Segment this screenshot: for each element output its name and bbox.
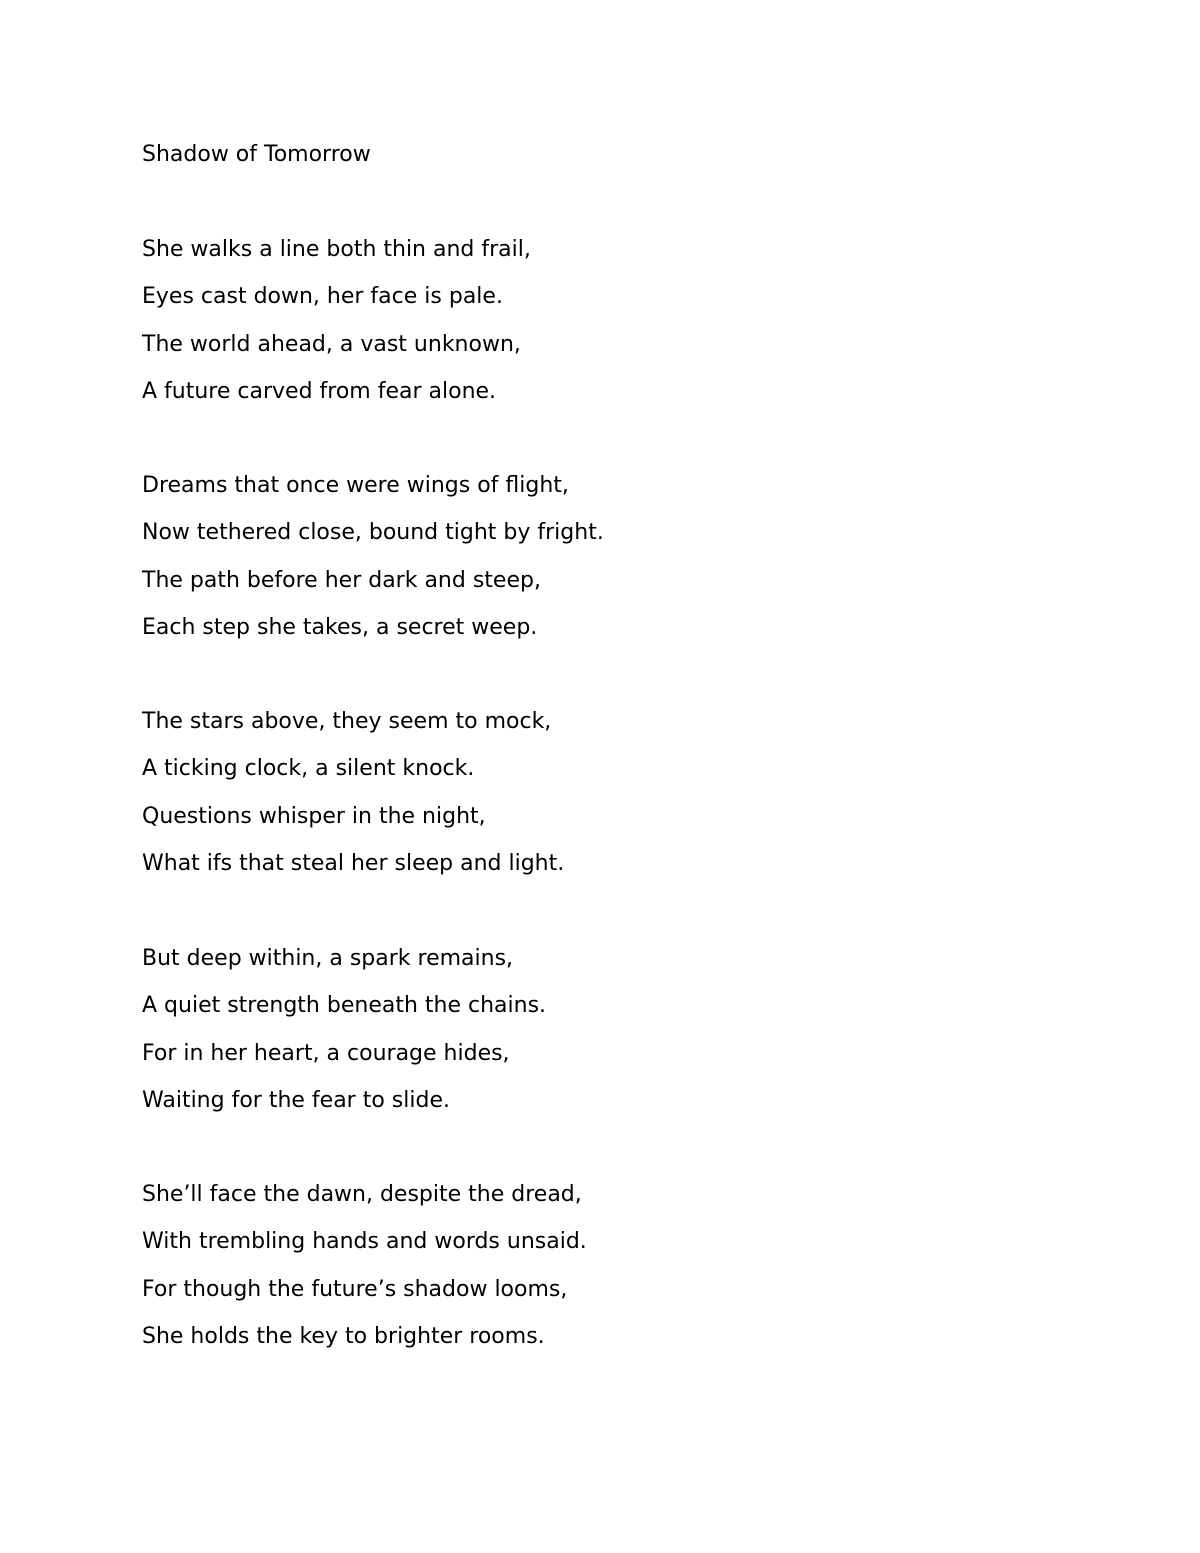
- stanza-3: [142, 698, 1042, 887]
- poem-line: The path before her dark and steep,: [142, 567, 541, 593]
- stanza-1: [142, 226, 1042, 415]
- poem-line: She’ll face the dawn, despite the dread,: [142, 1182, 582, 1207]
- poem-line: For though the future’s shadow looms,: [142, 1276, 568, 1302]
- poem-line: For in her heart, a courage hides,: [142, 1040, 510, 1066]
- poem-line: She holds the key to brighter rooms.: [142, 1323, 545, 1349]
- stanza-5: [142, 1171, 1042, 1360]
- poem-title: Shadow of Tomorrow: [142, 142, 371, 167]
- poem-line: With trembling hands and words unsaid.: [142, 1229, 587, 1255]
- poem-line: Dreams that once were wings of flight,: [142, 473, 569, 498]
- poem-line: The stars above, they seem to mock,: [142, 709, 552, 734]
- poem-line: A quiet strength beneath the chains.: [142, 993, 547, 1019]
- poem-line: She walks a line both thin and frail,: [142, 237, 531, 262]
- poem-line: But deep within, a spark remains,: [142, 946, 514, 971]
- stanza-2: [142, 462, 1042, 651]
- poem-line: Now tethered close, bound tight by fright.: [142, 520, 604, 546]
- poem-line: The world ahead, a vast unknown,: [142, 331, 521, 357]
- poem-line: Each step she takes, a secret weep.: [142, 614, 538, 640]
- poem-line: Questions whisper in the night,: [142, 803, 486, 829]
- poem-line: A ticking clock, a silent knock.: [142, 756, 475, 782]
- poem-line: Waiting for the fear to slide.: [142, 1087, 450, 1113]
- poem-line: What ifs that steal her sleep and light.: [142, 850, 565, 876]
- poem-line: A future carved from fear alone.: [142, 378, 497, 404]
- stanza-4: [142, 935, 1042, 1124]
- poem-line: Eyes cast down, her face is pale.: [142, 284, 503, 310]
